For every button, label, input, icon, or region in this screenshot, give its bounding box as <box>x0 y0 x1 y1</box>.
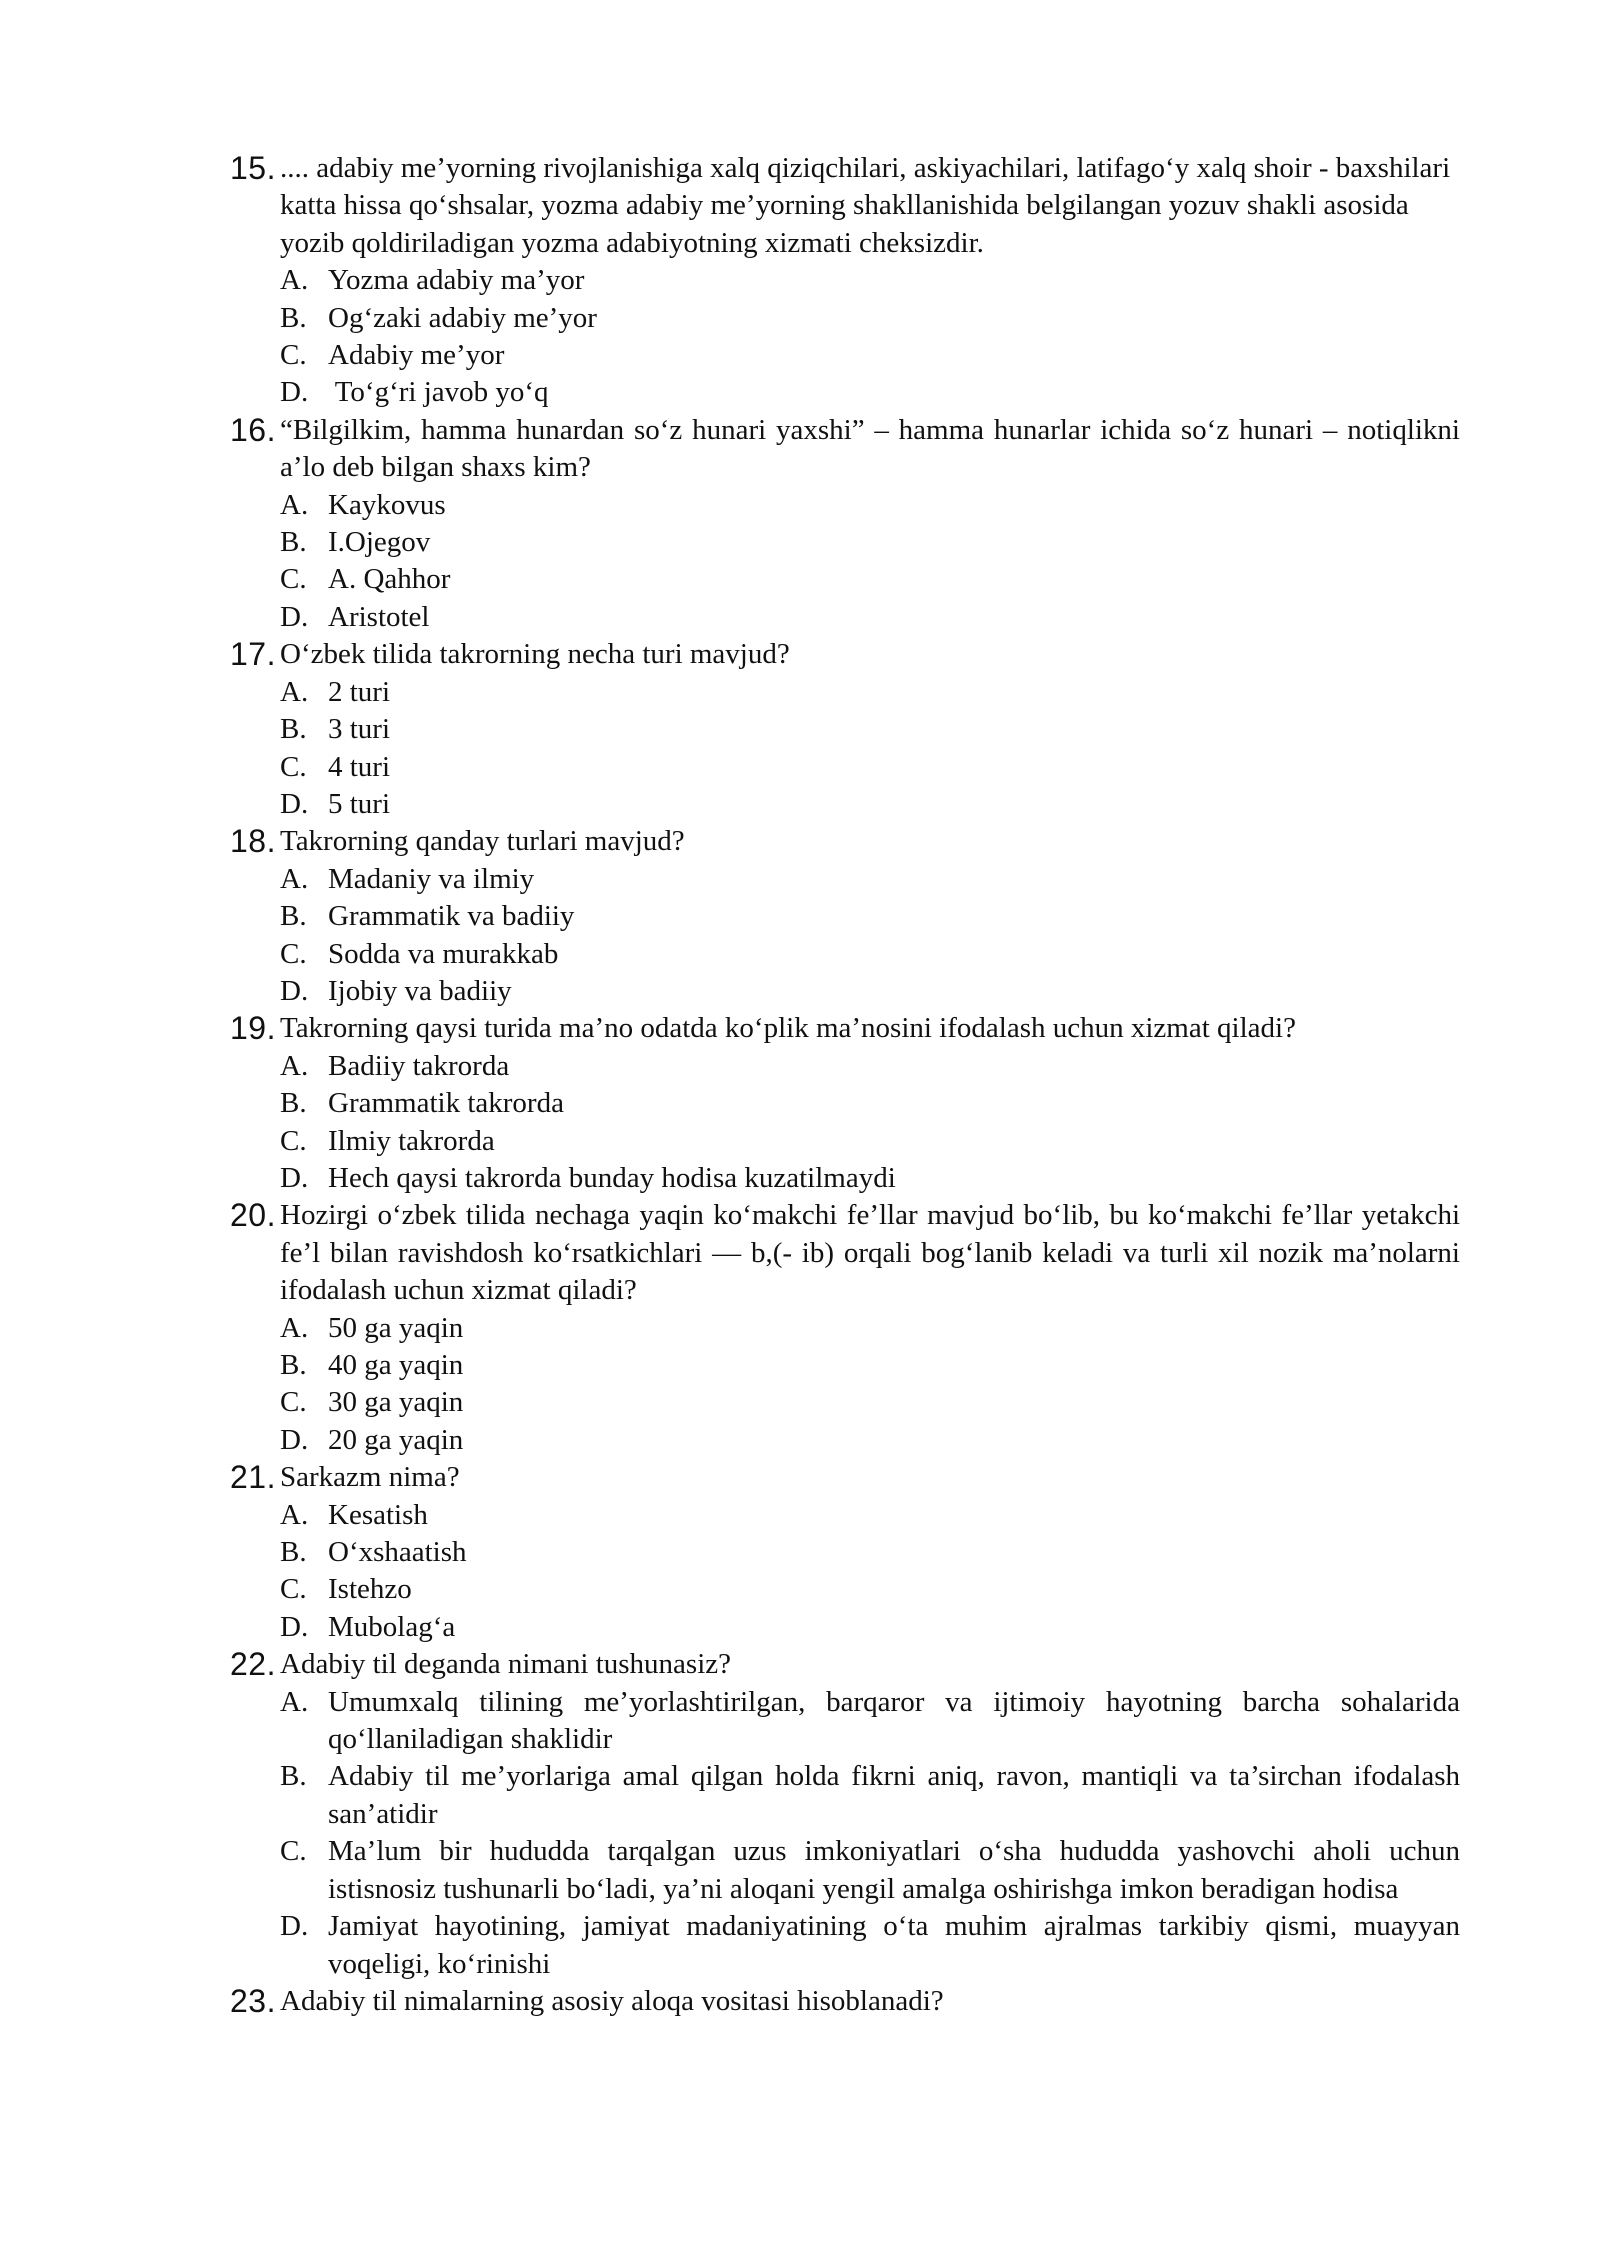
option-d <box>280 1609 1460 1646</box>
option-d <box>280 599 1460 636</box>
option-letter: C. <box>280 1835 307 1868</box>
option-text: 40 ga yaqin <box>328 1349 464 1381</box>
question-23 <box>230 1983 1460 2020</box>
question-number: 18. <box>230 823 276 860</box>
option-text: Umumxalq tilining me’yorlashtirilgan, barqaror va ijtimoiy hayotning barcha sohalarida qo‘llaniladigan shaklidir <box>328 1685 1460 1756</box>
option-letter: D. <box>280 1423 309 1456</box>
question-text: Hozirgi o‘zbek tilida nechaga yaqin ko‘makchi fe’llar mavjud bo‘lib, bu ko‘makchi fe’llar yetakchi fe’l bilan ravishdosh ko‘rsatkichlari — b,(- ib) orqali bog‘lanib keladi va turli xil nozik ma’nolarni ifodalash uchun xizmat qiladi? <box>280 1199 1460 1307</box>
question-number: 19. <box>230 1010 276 1047</box>
option-text: Istehzo <box>328 1573 412 1606</box>
option-a <box>280 674 1460 711</box>
option-letter: A. <box>280 862 309 895</box>
option-text: Mubolag‘a <box>328 1610 456 1643</box>
question-number: 20. <box>230 1197 276 1234</box>
option-d <box>280 374 1460 411</box>
option-d <box>280 1422 1460 1459</box>
option-c <box>280 749 1460 786</box>
option-letter: C. <box>280 1386 307 1419</box>
document-page <box>230 150 1460 2020</box>
question-text: Adabiy til nimalarning asosiy aloqa vositasi hisoblanadi? <box>280 1984 944 2017</box>
option-text: Ilmiy takrorda <box>328 1124 495 1157</box>
option-d <box>280 1908 1460 1983</box>
option-a <box>280 1310 1460 1347</box>
question-22 <box>230 1646 1460 1983</box>
option-letter: A. <box>280 1311 309 1344</box>
option-d <box>280 973 1460 1010</box>
option-letter: C. <box>280 750 307 783</box>
option-letter: B. <box>280 713 307 746</box>
option-text: Grammatik va badiiy <box>328 900 575 933</box>
option-d <box>280 1160 1460 1197</box>
option-text: Ijobiy va badiiy <box>328 974 512 1007</box>
option-c <box>280 1571 1460 1608</box>
option-letter: B. <box>280 526 307 559</box>
option-b <box>280 1085 1460 1122</box>
option-c <box>280 936 1460 973</box>
option-c <box>280 1833 1460 1908</box>
option-text: Kaykovus <box>328 488 446 521</box>
option-text: Sodda va murakkab <box>328 937 559 970</box>
option-letter: C. <box>280 563 307 596</box>
option-a <box>280 861 1460 898</box>
question-text: Adabiy til deganda nimani tushunasiz? <box>280 1648 732 1681</box>
option-b <box>280 1758 1460 1833</box>
option-text: 4 turi <box>328 750 391 783</box>
option-letter: C. <box>280 937 307 970</box>
option-text: Badiiy takrorda <box>328 1049 510 1082</box>
option-a <box>280 1048 1460 1085</box>
option-d <box>280 786 1460 823</box>
option-text: 2 turi <box>328 675 391 708</box>
option-letter: A. <box>280 1049 309 1082</box>
option-text: Yozma adabiy ma’yor <box>328 264 585 297</box>
option-letter: D. <box>280 600 309 633</box>
option-text: Hech qaysi takrorda bunday hodisa kuzatilmaydi <box>328 1161 896 1194</box>
question-number: 16. <box>230 411 276 448</box>
option-text: I.Ojegov <box>328 526 431 559</box>
question-text: .... adabiy me’yorning rivojlanishiga xalq qiziqchilari, askiyachilari, latifago‘y xalq shoir - baxshilari katta hissa qo‘shsalar, yozma adabiy me’yorning shakllanishida belgilangan yozuv shakli asosida yozib qoldiriladigan yozma adabiyotning xizmati cheksizdir. <box>280 152 1451 259</box>
option-letter: D. <box>280 974 309 1007</box>
option-text: Ma’lum bir hududda tarqalgan uzus imkoniyatlari o‘sha hududda yashovchi aholi uchun istisnosiz tushunarli bo‘ladi, ya’ni aloqani yengil amalga oshirishga imkon beradigan hodisa <box>328 1835 1460 1905</box>
question-number: 22. <box>230 1646 276 1683</box>
option-letter: D. <box>280 1610 309 1643</box>
question-18 <box>230 823 1460 1010</box>
question-number: 21. <box>230 1459 276 1496</box>
option-text: O‘xshaatish <box>328 1536 467 1569</box>
option-letter: A. <box>280 1685 309 1718</box>
option-letter: B. <box>280 301 307 334</box>
option-c <box>280 337 1460 374</box>
option-letter: D. <box>280 376 309 409</box>
option-text: 3 turi <box>328 713 391 746</box>
option-b <box>280 524 1460 561</box>
option-c <box>280 1123 1460 1160</box>
question-19 <box>230 1010 1460 1197</box>
option-a <box>280 1684 1460 1759</box>
option-letter: B. <box>280 1760 307 1793</box>
question-16 <box>230 412 1460 636</box>
option-letter: A. <box>280 1498 309 1531</box>
option-b <box>280 898 1460 935</box>
question-text: Sarkazm nima? <box>280 1461 460 1494</box>
option-text: To‘g‘ri javob yo‘q <box>328 376 549 409</box>
option-text: 5 turi <box>328 787 391 820</box>
option-a <box>280 262 1460 299</box>
option-a <box>280 487 1460 524</box>
option-letter: C. <box>280 1124 307 1157</box>
option-c <box>280 1384 1460 1421</box>
option-text: Kesatish <box>328 1498 428 1531</box>
option-text: Grammatik takrorda <box>328 1087 564 1120</box>
question-20 <box>230 1197 1460 1459</box>
option-text: 20 ga yaqin <box>328 1423 464 1456</box>
option-text: 30 ga yaqin <box>328 1386 464 1419</box>
option-letter: D. <box>280 787 309 820</box>
option-text: 50 ga yaqin <box>328 1311 464 1344</box>
option-letter: D. <box>280 1161 309 1194</box>
option-text: A. Qahhor <box>328 563 451 596</box>
option-text: Adabiy me’yor <box>328 339 505 372</box>
option-b <box>280 711 1460 748</box>
option-letter: B. <box>280 1536 307 1569</box>
option-letter: B. <box>280 900 307 933</box>
option-c <box>280 561 1460 598</box>
option-b <box>280 300 1460 337</box>
option-text: Og‘zaki adabiy me’yor <box>328 301 597 334</box>
question-15 <box>230 150 1460 412</box>
option-letter: C. <box>280 339 307 372</box>
option-b <box>280 1534 1460 1571</box>
question-text: Takrorning qaysi turida ma’no odatda ko‘plik ma’nosini ifodalash uchun xizmat qiladi? <box>280 1012 1296 1045</box>
question-number: 15. <box>230 150 276 186</box>
option-letter: B. <box>280 1349 307 1381</box>
option-letter: D. <box>280 1910 309 1943</box>
question-21 <box>230 1459 1460 1646</box>
option-letter: A. <box>280 675 309 708</box>
question-number: 23. <box>230 1982 276 2019</box>
question-17 <box>230 636 1460 823</box>
option-letter: A. <box>280 264 309 297</box>
option-b <box>280 1347 1460 1384</box>
question-text: Takrorning qanday turlari mavjud? <box>280 825 685 858</box>
option-a <box>280 1497 1460 1534</box>
question-text: “Bilgilkim, hamma hunardan so‘z hunari yaxshi” – hamma hunarlar ichida so‘z hunari – notiqlikni a’lo deb bilgan shaxs kim? <box>280 413 1460 484</box>
option-letter: C. <box>280 1573 307 1606</box>
option-letter: B. <box>280 1087 307 1120</box>
option-text: Jamiyat hayotining, jamiyat madaniyatining o‘ta muhim ajralmas tarkibiy qismi, muayyan voqeligi, ko‘rinishi <box>328 1910 1460 1980</box>
option-text: Adabiy til me’yorlariga amal qilgan holda fikrni aniq, ravon, mantiqli va ta’sirchan ifodalash san’atidir <box>328 1760 1460 1830</box>
option-text: Madaniy va ilmiy <box>328 862 535 895</box>
option-letter: A. <box>280 488 309 521</box>
question-number: 17. <box>230 636 276 673</box>
option-text: Aristotel <box>328 600 430 633</box>
question-text: O‘zbek tilida takrorning necha turi mavjud? <box>280 638 790 671</box>
